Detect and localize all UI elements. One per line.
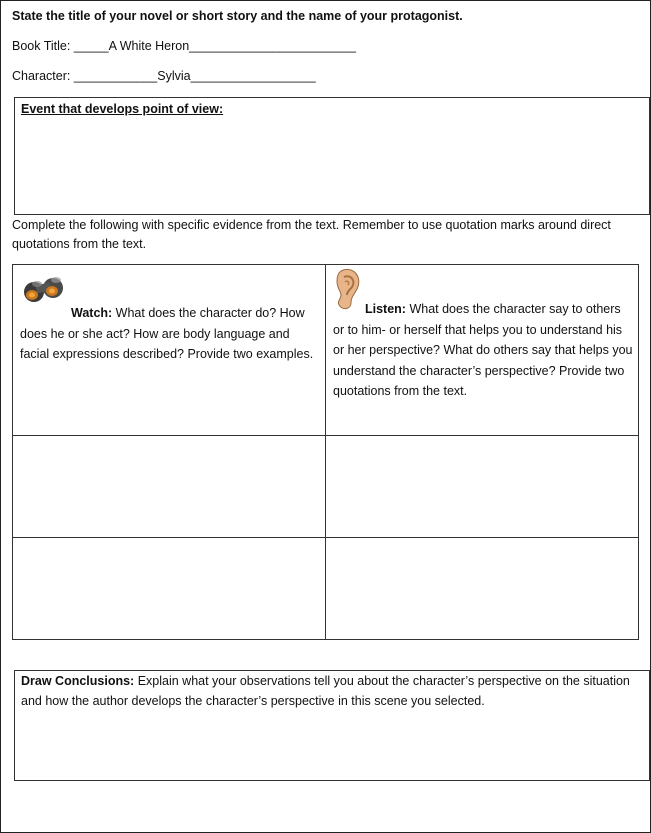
character-line: Character: ____________Sylvia__________________ <box>12 69 316 83</box>
evidence-table <box>12 264 639 640</box>
book-title-line: Book Title: _____A White Heron________________________ <box>12 39 357 53</box>
watch-prompt: What does the character do? How does he or she act? How are body language and facial expressions described? Provide two examples. <box>20 306 314 361</box>
worksheet-heading: State the title of your novel or short story and the name of your protagonist. <box>12 9 463 23</box>
watch-lead: Watch: <box>71 306 113 320</box>
listen-prompt: What does the character say to others or to him- or herself that helps you to understand his or her perspective? What do others say that helps you understand the character’s perspective? Provide two quotations from the text. <box>333 302 633 398</box>
conclusion-lead: Draw Conclusions: <box>21 674 135 688</box>
watch-cell <box>13 265 326 436</box>
listen-lead: Listen: <box>365 302 406 316</box>
listen-quote-1-cell[interactable] <box>326 436 639 538</box>
instructions-text: Complete the following with specific evidence from the text. Remember to use quotation marks around direct quotations from the text. <box>12 218 611 251</box>
conclusion-box[interactable] <box>14 670 650 781</box>
event-box-title: Event that develops point of view: <box>21 102 224 116</box>
listen-cell <box>326 265 639 436</box>
event-box[interactable] <box>14 97 650 215</box>
listen-quote-2-cell[interactable] <box>326 538 639 640</box>
watch-example-1-cell[interactable] <box>13 436 326 538</box>
conclusion-prompt: Explain what your observations tell you about the character’s perspective on the situation and how the author develops the character’s perspective in this scene you selected. <box>21 674 630 708</box>
watch-example-2-cell[interactable] <box>13 538 326 640</box>
